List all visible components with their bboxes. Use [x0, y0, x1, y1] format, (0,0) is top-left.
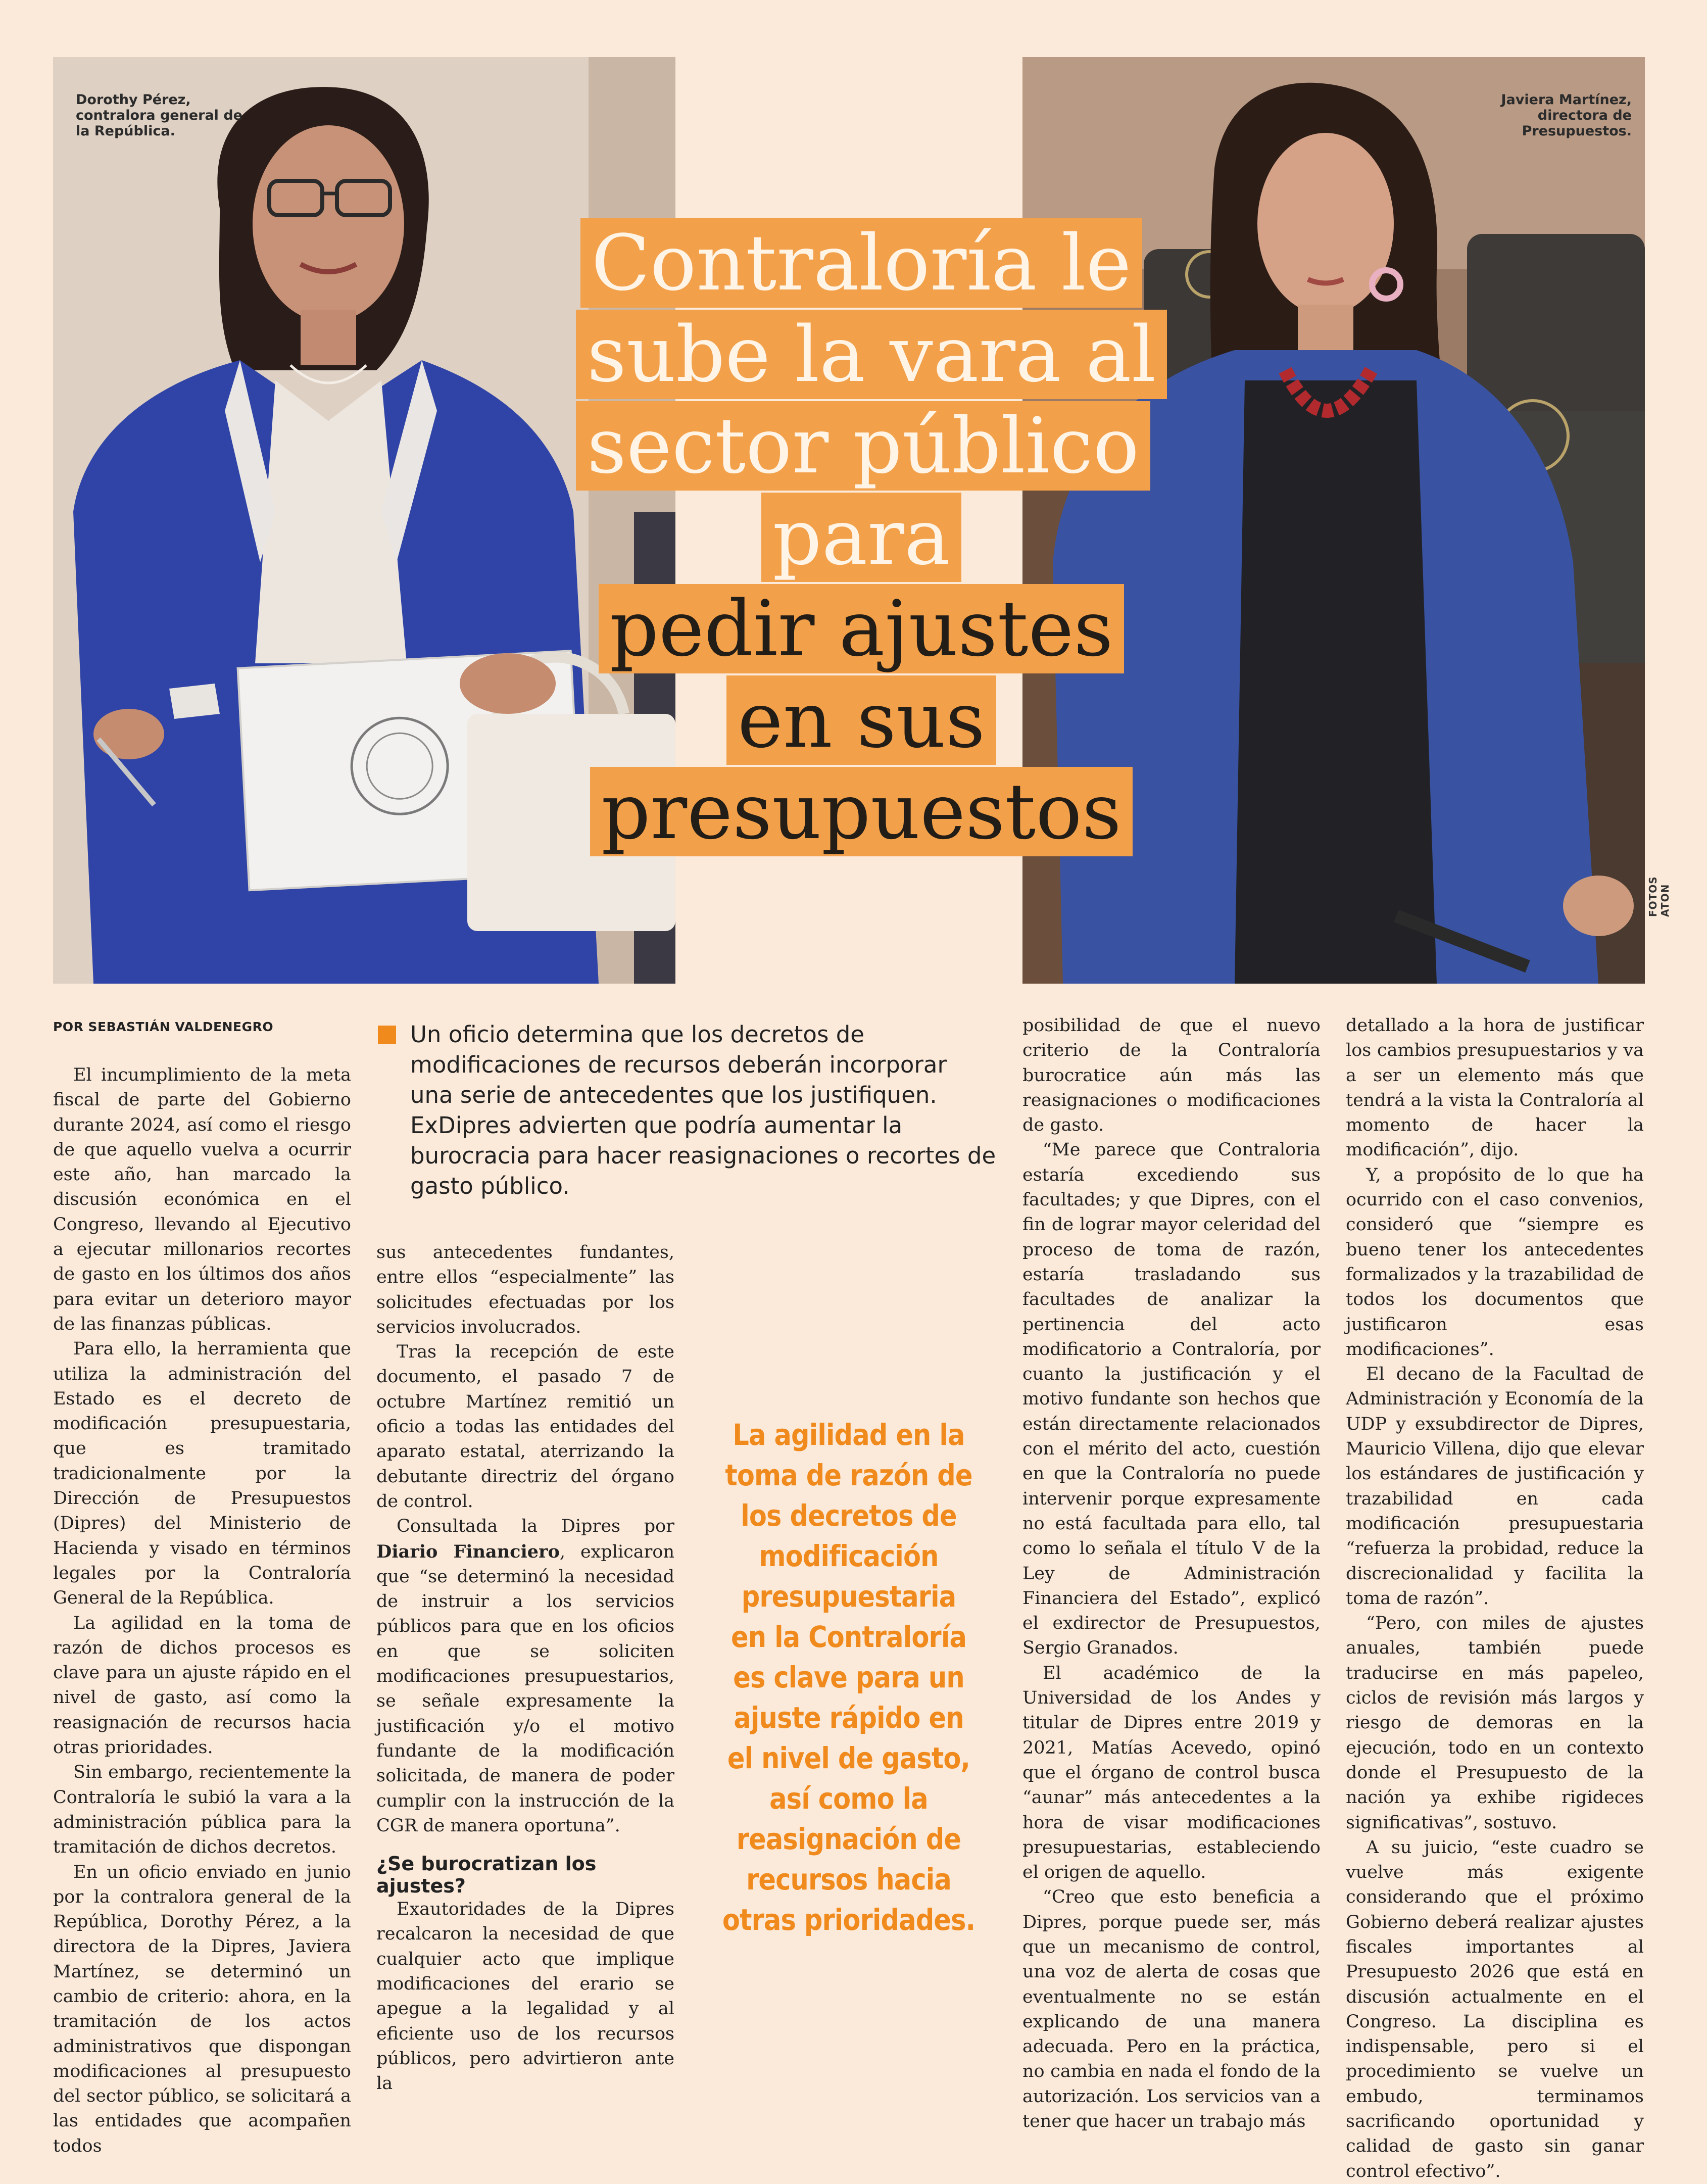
col2-p3-post: , explicaron que “se determinó la necesidad de instruir a los servicios públicos para que en los oficios en que se soliciten modificaciones presupuestarios, se señale expresamente la justificación y/o el motivo fundante de la modificación solicitada, de manera de poder cumplir con la instrucción de la CGR de manera oportuna”.	[376, 1541, 674, 1836]
col1-paragraph-3: La agilidad en la toma de razón de dichos procesos es clave para un ajuste rápido en el nivel de gasto, así como la reasignación de recursos hacia otras prioridades.	[53, 1613, 351, 1758]
caption-right-line-1: Javiera Martínez,	[1501, 92, 1632, 108]
headline-line-1	[576, 217, 1147, 309]
col2-paragraph-4: Exautoridades de la Dipres recalcaron la necesidad de que cualquier acto que implique modificaciones del erario se apegue a la legalidad y al eficiente uso de los recursos públicos, pero advirtieron ante la	[376, 1899, 674, 2094]
col4-paragraph-4: “Pero, con miles de ajustes anuales, también puede traducirse en más papeleo, ciclos de revisión más largos y riesgo de demoras en la ejecución, todo en un contexto donde el Presupuesto de la nación ya exhibe rigideces significativas”, sostuvo.	[1346, 1613, 1644, 1833]
headline-text-7: presupuestos	[590, 767, 1133, 856]
col4-paragraph-2: Y, a propósito de lo que ha ocurrido con el caso convenios, consideró que “siempre es bueno tener los antecedentes formalizados y la trazabilidad de todos los documentos que justificaron esas modificaciones”.	[1346, 1164, 1644, 1360]
col2-paragraph-3	[376, 1514, 674, 1838]
col1-paragraph-4: Sin embargo, recientemente la Contraloría le subió la vara a la administración pública para la tramitación de dichos decretos.	[53, 1762, 351, 1858]
article-column-2	[376, 1240, 674, 2097]
caption-left-line-2: contralora general de	[76, 108, 242, 123]
article-column-3	[1022, 1013, 1321, 2134]
col2-p3-newspaper: Diario Financiero	[376, 1541, 560, 1562]
col3-paragraph-4: “Creo que esto beneficia a Dipres, porque puede ser, más que un mecanismo de control, una voz de alerta de cosas que eventualmente no se están explicando de una manera adecuada. Pero en la práctica, no cambia en nada el fondo de la autorización. Los servicios van a tener que hacer un trabajo más	[1022, 1887, 1321, 2132]
col2-paragraph-1: sus antecedentes fundantes, entre ellos “especialmente” las solicitudes efectuadas por los servicios involucrados.	[376, 1242, 674, 1337]
headline-text-1: Contraloría le	[580, 218, 1143, 308]
col4-paragraph-1: detallado a la hora de justificar los cambios presupuestarios y va a ser un elemento más que tendrá a la vista la Contraloría al momento de hacer la modificación”, dijo.	[1346, 1015, 1644, 1160]
caption-left-line-1: Dorothy Pérez,	[76, 92, 191, 108]
col1-paragraph-5: En un oficio enviado en junio por la contralora general de la República, Dorothy Pérez, a la directora de la Dipres, Javiera Martínez, se determinó un cambio de criterio: ahora, en la tramitación de los actos administrativos que dispongan modificaciones al presupuesto del sector público, se solicitará a las entidades que acompañen todos	[53, 1862, 351, 2156]
col1-paragraph-1: El incumplimiento de la meta fiscal de parte del Gobierno durante 2024, así como el riesgo de que aquello vuelva a ocurrir este año, han marcado la discusión económica en el Congreso, llevando al Ejecutivo a ejecutar millonarios recortes de gasto en los últimos dos años para evitar un deterioro mayor de las finanzas públicas.	[53, 1065, 351, 1334]
col1-paragraph-2: Para ello, la herramienta que utiliza la administración del Estado es el decreto de modificación presupuestaria, que es tramitado tradicionalmente por la Dirección de Presupuestos (Dipres) del Ministerio de Hacienda y visado en términos legales por la Contraloría General de la República.	[53, 1339, 351, 1609]
headline-line-5	[576, 583, 1147, 674]
caption-left-line-3: la República.	[76, 123, 175, 139]
headline-text-3: sector público	[576, 401, 1150, 491]
col2-p3-pre: Consultada la Dipres por	[397, 1516, 674, 1537]
col3-paragraph-3: El académico de la Universidad de los Andes y titular de Dipres entre 2019 y 2021, Matías Acevedo, opinó que el órgano de control busca “aunar” más antecedentes a la hora de visar modificaciones presupuestarias, estableciendo el origen de aquello.	[1022, 1663, 1321, 1883]
col4-paragraph-3: El decano de la Facultad de Administración y Economía de la UDP y exsubdirector de Dipres, Mauricio Villena, dijo que elevar los estándares de justificación y trazabilidad en cada modificación presupuestaria “refuerza la probidad, reduce la discrecionalidad y facilita la toma de razón”.	[1346, 1364, 1644, 1609]
headline-text-2: sube la vara al	[576, 310, 1167, 399]
col2-paragraph-2: Tras la recepción de este documento, el pasado 7 de octubre Martínez remitió un oficio a todas las entidades del aparato estatal, aterrizando la debutante directriz del órgano de control.	[376, 1342, 674, 1512]
caption-right-line-3: Presupuestos.	[1522, 123, 1632, 139]
headline-line-3	[576, 400, 1147, 492]
headline-line-4	[576, 492, 1147, 583]
headline-text-5: pedir ajustes	[599, 584, 1125, 673]
caption-right-line-2: directora de	[1537, 108, 1632, 123]
pull-quote: La agilidad en la toma de razón de los decretos de modificación presupuestaria en la Contraloría es clave para un ajuste rápido en el nivel de gasto, así como la reasignación de recursos hacia otras prioridades.	[722, 1418, 976, 1937]
lead-summary: Un oficio determina que los decretos de modificaciones de recursos deberán incorporar una serie de antecedentes que los justifiquen. ExDipres advierten que podría aumentar la burocracia para hacer reasignaciones o recortes de gasto público.	[410, 1021, 996, 1199]
article-column-4	[1346, 1013, 1644, 2184]
col4-paragraph-5: A su juicio, “este cuadro se vuelve más exigente considerando que el próximo Gobierno deberá realizar ajustes fiscales importantes al Presupuesto 2026 que está en discusión actualmente en el Congreso. La disciplina es indispensable, pero si el procedimiento se vuelve un embudo, terminamos sacrificando oportunidad y calidad de gasto sin ganar control efectivo”.	[1346, 1837, 1644, 2181]
subheading: ¿Se burocratizan los ajustes?	[376, 1853, 597, 1898]
headline	[576, 217, 1156, 857]
caption-right	[1430, 92, 1632, 139]
headline-text-4: para	[761, 493, 961, 582]
article-column-1	[53, 1063, 351, 2159]
headline-line-7	[576, 766, 1147, 857]
lead-square-icon	[378, 1026, 396, 1044]
headline-line-2	[576, 309, 1156, 400]
col3-paragraph-1: posibilidad de que el nuevo criterio de la Contraloría burocratice aún más las reasignaciones o modificaciones de gasto.	[1022, 1015, 1321, 1136]
byline: POR SEBASTIÁN VALDENEGRO	[53, 1020, 274, 1034]
photo-credit: FOTOS ATON	[1647, 876, 1671, 917]
caption-left	[76, 92, 242, 139]
headline-line-6	[576, 674, 1147, 766]
headline-text-6: en sus	[726, 675, 996, 765]
col3-paragraph-2: “Me parece que Contraloria estaría excediendo sus facultades; y que Dipres, con el fin de lograr mayor celeridad del proceso de toma de razón, estaría trasladando sus facultades de analizar la pertinencia del acto modificatorio a Contraloría, por cuanto la justificación y el motivo fundante son hechos que están directamente relacionados con el mérito del acto, cuestión en que la Contraloría no puede intervenir porque expresamente no está facultada para ello, tal como lo señala el título V de la Ley de Administración Financiera del Estado”, explicó el exdirector de Presupuestos, Sergio Granados.	[1022, 1140, 1321, 1659]
